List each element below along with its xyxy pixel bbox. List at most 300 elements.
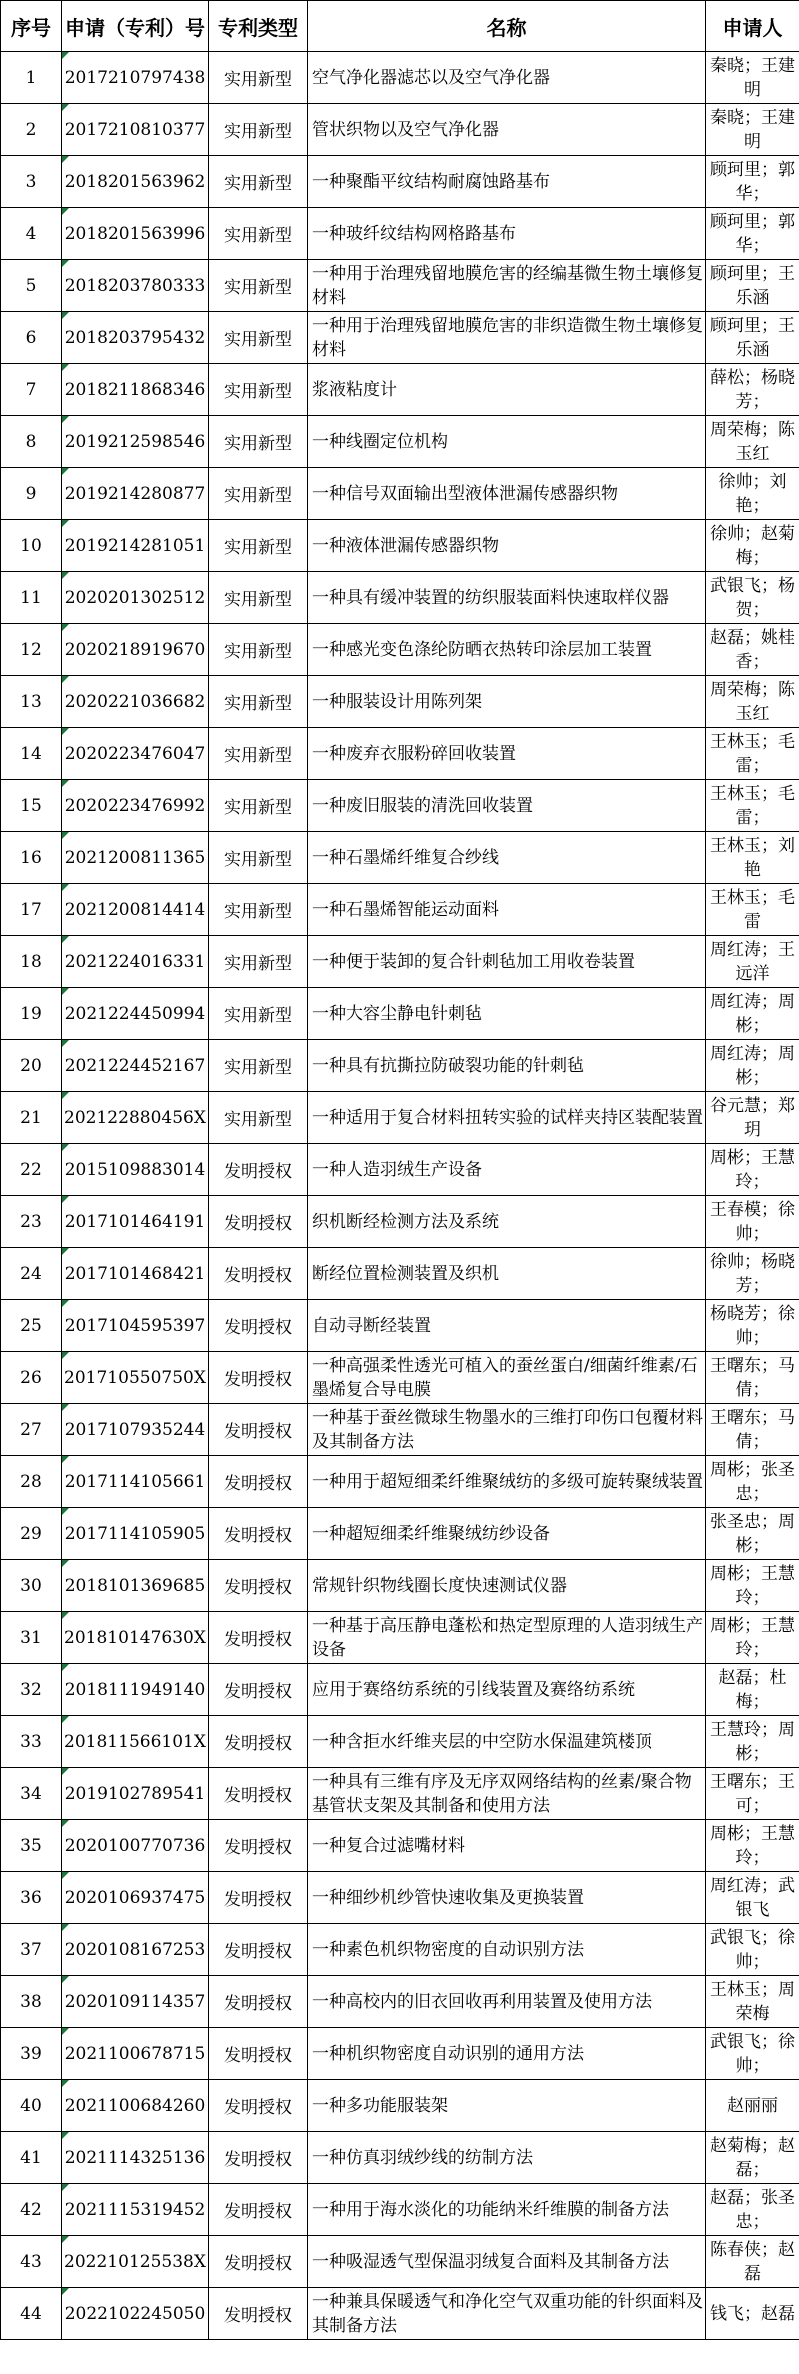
cell-applicant-text: 谷元慧；郑玥 <box>710 1095 795 1140</box>
cell-type-text: 发明授权 <box>224 2150 292 2170</box>
cell-name-text: 一种便于装卸的复合针刺毡加工用收卷装置 <box>312 951 635 972</box>
text-number-warning-icon <box>62 1456 69 1463</box>
cell-name-text: 一种大容尘静电针刺毡 <box>312 1003 482 1024</box>
text-number-warning-icon <box>62 416 69 423</box>
cell-applicant-text: 顾珂里；王乐涵 <box>710 315 795 360</box>
cell-seq-text: 6 <box>25 327 37 348</box>
cell-type-text: 发明授权 <box>224 1474 292 1494</box>
cell-applicant-text: 周红涛；周彬； <box>710 991 795 1036</box>
cell-type-text: 实用新型 <box>224 70 292 90</box>
table-row <box>1 156 799 208</box>
cell-name-text: 断经位置检测装置及织机 <box>312 1263 499 1284</box>
cell-type <box>209 2288 308 2340</box>
table-row <box>1 52 799 104</box>
cell-applicant-text: 周彬；王慧玲； <box>710 1563 795 1608</box>
table-row <box>1 832 799 884</box>
cell-applicant <box>706 1976 799 2028</box>
cell-applicant <box>706 884 799 936</box>
cell-seq <box>1 2132 62 2184</box>
cell-applicant <box>706 1612 799 1664</box>
cell-type-text: 发明授权 <box>224 1890 292 1910</box>
cell-seq <box>1 1924 62 1976</box>
cell-app-no <box>62 260 209 312</box>
cell-app-no <box>62 988 209 1040</box>
cell-type <box>209 208 308 260</box>
cell-type <box>209 52 308 104</box>
cell-seq <box>1 1612 62 1664</box>
cell-seq-text: 20 <box>20 1055 42 1076</box>
cell-app-no <box>62 2288 209 2340</box>
table-row <box>1 260 799 312</box>
cell-seq <box>1 1560 62 1612</box>
cell-type <box>209 1664 308 1716</box>
cell-app-no-text: 2017114105905 <box>64 1523 206 1544</box>
table-row <box>1 884 799 936</box>
cell-app-no-text: 2021224452167 <box>64 1055 206 1076</box>
table-row <box>1 364 799 416</box>
text-number-warning-icon <box>62 1716 69 1723</box>
cell-type-text: 实用新型 <box>224 330 292 350</box>
cell-app-no <box>62 52 209 104</box>
table-row <box>1 1872 799 1924</box>
cell-seq-text: 14 <box>20 743 42 764</box>
cell-name-text: 一种含拒水纤维夹层的中空防水保温建筑楼顶 <box>312 1731 652 1752</box>
cell-type <box>209 676 308 728</box>
cell-name <box>308 572 706 624</box>
cell-name <box>308 884 706 936</box>
cell-app-no <box>62 832 209 884</box>
cell-type <box>209 416 308 468</box>
cell-type-text: 实用新型 <box>224 1006 292 1026</box>
cell-type <box>209 364 308 416</box>
cell-name-text: 一种石墨烯纤维复合纱线 <box>312 847 499 868</box>
cell-name-text: 常规针织物线圈长度快速测试仪器 <box>312 1575 567 1596</box>
text-number-warning-icon <box>62 1508 69 1515</box>
cell-name <box>308 2028 706 2080</box>
cell-app-no-text: 2017101464191 <box>64 1211 206 1232</box>
cell-name-text: 一种细纱机纱管快速收集及更换装置 <box>312 1887 584 1908</box>
cell-app-no-text: 2020109114357 <box>64 1991 206 2012</box>
cell-name <box>308 2080 706 2132</box>
cell-seq <box>1 2184 62 2236</box>
cell-applicant <box>706 2028 799 2080</box>
text-number-warning-icon <box>62 1924 69 1931</box>
cell-seq-text: 23 <box>20 1211 42 1232</box>
cell-applicant-text: 徐帅；刘艳； <box>718 471 787 516</box>
table-row <box>1 988 799 1040</box>
cell-applicant <box>706 728 799 780</box>
cell-applicant-text: 王林玉；刘艳 <box>710 835 795 880</box>
cell-applicant-text: 薛松；杨晓芳； <box>710 367 795 412</box>
cell-seq <box>1 1716 62 1768</box>
table-row <box>1 1976 799 2028</box>
cell-app-no <box>62 1872 209 1924</box>
cell-seq-text: 33 <box>20 1731 42 1752</box>
table-row <box>1 936 799 988</box>
table-row <box>1 1040 799 1092</box>
cell-seq <box>1 1768 62 1820</box>
cell-seq <box>1 2236 62 2288</box>
text-number-warning-icon <box>62 988 69 995</box>
cell-applicant <box>706 1300 799 1352</box>
cell-applicant <box>706 2184 799 2236</box>
cell-app-no-text: 2020106937475 <box>64 1887 206 1908</box>
cell-app-no-text: 2021100684260 <box>64 2095 206 2116</box>
cell-type-text: 实用新型 <box>224 1058 292 1078</box>
cell-name <box>308 1508 706 1560</box>
cell-type-text: 发明授权 <box>224 1838 292 1858</box>
cell-seq <box>1 936 62 988</box>
cell-name <box>308 1768 706 1820</box>
cell-name <box>308 1612 706 1664</box>
cell-name-text: 一种多功能服装架 <box>312 2095 448 2116</box>
cell-applicant-text: 杨晓芳；徐帅； <box>710 1303 795 1348</box>
cell-type <box>209 884 308 936</box>
cell-type-text: 实用新型 <box>224 434 292 454</box>
cell-app-no <box>62 1924 209 1976</box>
cell-type <box>209 1404 308 1456</box>
cell-app-no <box>62 1664 209 1716</box>
table-row <box>1 2184 799 2236</box>
cell-app-no-text: 201710550750X <box>64 1367 206 1388</box>
cell-type-text: 实用新型 <box>224 122 292 142</box>
cell-app-no-text: 2017101468421 <box>64 1263 206 1284</box>
cell-applicant <box>706 1040 799 1092</box>
cell-seq-text: 9 <box>25 483 37 504</box>
cell-seq-text: 30 <box>20 1575 42 1596</box>
cell-app-no <box>62 572 209 624</box>
cell-type-text: 发明授权 <box>224 1526 292 1546</box>
cell-seq <box>1 832 62 884</box>
cell-type <box>209 936 308 988</box>
cell-applicant <box>706 104 799 156</box>
cell-type <box>209 1716 308 1768</box>
text-number-warning-icon <box>62 1560 69 1567</box>
cell-seq <box>1 208 62 260</box>
text-number-warning-icon <box>62 104 69 111</box>
cell-app-no-text: 2020218919670 <box>64 639 206 660</box>
cell-type-text: 发明授权 <box>224 1578 292 1598</box>
cell-name-text: 一种玻纤纹结构网格路基布 <box>312 223 516 244</box>
cell-app-no-text: 2021224016331 <box>64 951 206 972</box>
cell-applicant <box>706 156 799 208</box>
cell-app-no-text: 2022102245050 <box>64 2303 206 2324</box>
cell-applicant-text: 顾珂里；郭华； <box>710 211 795 256</box>
cell-type <box>209 2028 308 2080</box>
cell-name-text: 一种具有缓冲装置的纺织服装面料快速取样仪器 <box>312 587 669 608</box>
cell-app-no-text: 2018211868346 <box>64 379 206 400</box>
cell-seq-text: 26 <box>20 1367 42 1388</box>
cell-type-text: 发明授权 <box>224 1318 292 1338</box>
cell-seq <box>1 1508 62 1560</box>
cell-type-text: 实用新型 <box>224 694 292 714</box>
cell-type <box>209 1976 308 2028</box>
cell-name <box>308 104 706 156</box>
cell-app-no <box>62 416 209 468</box>
cell-type <box>209 1300 308 1352</box>
text-number-warning-icon <box>62 2132 69 2139</box>
cell-name-text: 一种服装设计用陈列架 <box>312 691 482 712</box>
text-number-warning-icon <box>62 676 69 683</box>
cell-name-text: 一种适用于复合材料扭转实验的试样夹持区装配装置 <box>312 1107 703 1128</box>
header-name: 名称 <box>308 1 706 52</box>
cell-name-text: 一种超短细柔纤维聚绒纺纱设备 <box>312 1523 550 1544</box>
cell-app-no <box>62 312 209 364</box>
cell-type <box>209 572 308 624</box>
cell-seq <box>1 1300 62 1352</box>
cell-app-no <box>62 1196 209 1248</box>
cell-name-text: 一种信号双面输出型液体泄漏传感器织物 <box>312 483 618 504</box>
cell-applicant <box>706 312 799 364</box>
cell-app-no-text: 2020108167253 <box>64 1939 206 1960</box>
cell-name <box>308 1716 706 1768</box>
cell-name <box>308 2184 706 2236</box>
cell-type-text: 发明授权 <box>224 2254 292 2274</box>
cell-seq-text: 28 <box>20 1471 42 1492</box>
cell-seq <box>1 520 62 572</box>
cell-seq-text: 24 <box>20 1263 42 1284</box>
cell-applicant <box>706 260 799 312</box>
cell-type <box>209 1456 308 1508</box>
cell-name-text: 一种复合过滤嘴材料 <box>312 1835 465 1856</box>
cell-applicant-text: 王春模；徐帅； <box>710 1199 795 1244</box>
cell-applicant <box>706 988 799 1040</box>
cell-applicant <box>706 572 799 624</box>
cell-type <box>209 1092 308 1144</box>
cell-name <box>308 2132 706 2184</box>
cell-applicant-text: 王林玉；周荣梅 <box>710 1979 795 2024</box>
table-row <box>1 1300 799 1352</box>
text-number-warning-icon <box>62 1196 69 1203</box>
cell-seq <box>1 1248 62 1300</box>
cell-type <box>209 312 308 364</box>
cell-name <box>308 1924 706 1976</box>
cell-name <box>308 208 706 260</box>
cell-name-text: 一种基于高压静电蓬松和热定型原理的人造羽绒生产设备 <box>312 1615 703 1660</box>
text-number-warning-icon <box>62 2288 69 2295</box>
cell-type-text: 实用新型 <box>224 642 292 662</box>
cell-applicant <box>706 1144 799 1196</box>
cell-seq <box>1 624 62 676</box>
cell-seq-text: 38 <box>20 1991 42 2012</box>
cell-type-text: 发明授权 <box>224 1942 292 1962</box>
cell-seq <box>1 988 62 1040</box>
cell-app-no-text: 2017104595397 <box>64 1315 206 1336</box>
cell-seq-text: 12 <box>20 639 42 660</box>
cell-type-text: 实用新型 <box>224 954 292 974</box>
cell-applicant-text: 周彬；王慧玲； <box>710 1823 795 1868</box>
cell-type-text: 实用新型 <box>224 538 292 558</box>
table-row <box>1 676 799 728</box>
cell-applicant-text: 赵磊；杜梅； <box>718 1667 787 1712</box>
cell-seq-text: 25 <box>20 1315 42 1336</box>
cell-type <box>209 2080 308 2132</box>
cell-name-text: 一种用于海水淡化的功能纳米纤维膜的制备方法 <box>312 2199 669 2220</box>
cell-app-no-text: 2019214280877 <box>64 483 206 504</box>
cell-app-no-text: 2021100678715 <box>64 2043 206 2064</box>
cell-name <box>308 312 706 364</box>
cell-seq <box>1 1820 62 1872</box>
cell-type-text: 发明授权 <box>224 2098 292 2118</box>
cell-app-no <box>62 2080 209 2132</box>
cell-applicant <box>706 1404 799 1456</box>
text-number-warning-icon <box>62 52 69 59</box>
cell-applicant-text: 赵菊梅；赵磊； <box>710 2135 795 2180</box>
text-number-warning-icon <box>62 468 69 475</box>
cell-type <box>209 1612 308 1664</box>
cell-applicant-text: 周彬；张圣忠； <box>710 1459 795 1504</box>
cell-seq <box>1 676 62 728</box>
cell-applicant <box>706 2236 799 2288</box>
cell-seq <box>1 416 62 468</box>
cell-type-text: 发明授权 <box>224 1994 292 2014</box>
cell-applicant-text: 王曙东；马倩； <box>710 1407 795 1452</box>
cell-app-no-text: 2020100770736 <box>64 1835 206 1856</box>
cell-name <box>308 1664 706 1716</box>
cell-app-no <box>62 1820 209 1872</box>
cell-name <box>308 624 706 676</box>
cell-applicant-text: 秦晓；王建明 <box>710 55 795 100</box>
cell-applicant-text: 徐帅；杨晓芳； <box>710 1251 795 1296</box>
cell-type <box>209 1196 308 1248</box>
cell-seq <box>1 1092 62 1144</box>
cell-seq <box>1 468 62 520</box>
cell-applicant-text: 周红涛；周彬； <box>710 1043 795 1088</box>
cell-app-no <box>62 1144 209 1196</box>
table-row <box>1 780 799 832</box>
cell-type-text: 发明授权 <box>224 1162 292 1182</box>
cell-applicant-text: 周荣梅；陈玉红 <box>710 679 795 724</box>
cell-seq-text: 3 <box>25 171 37 192</box>
cell-type-text: 实用新型 <box>224 226 292 246</box>
cell-name-text: 浆液粘度计 <box>312 379 397 400</box>
cell-seq-text: 8 <box>25 431 37 452</box>
cell-seq <box>1 104 62 156</box>
table-row <box>1 104 799 156</box>
cell-app-no <box>62 1092 209 1144</box>
cell-type <box>209 1248 308 1300</box>
cell-app-no-text: 2019102789541 <box>64 1783 206 1804</box>
cell-applicant-text: 周红涛；武银飞 <box>710 1875 795 1920</box>
cell-type-text: 实用新型 <box>224 590 292 610</box>
cell-name <box>308 2288 706 2340</box>
cell-app-no <box>62 1040 209 1092</box>
cell-applicant <box>706 364 799 416</box>
text-number-warning-icon <box>62 520 69 527</box>
cell-seq <box>1 52 62 104</box>
cell-type-text: 实用新型 <box>224 850 292 870</box>
cell-name <box>308 1404 706 1456</box>
text-number-warning-icon <box>62 1872 69 1879</box>
cell-applicant-text: 武银飞；杨贺； <box>710 575 795 620</box>
cell-applicant <box>706 2080 799 2132</box>
cell-seq-text: 4 <box>25 223 37 244</box>
cell-app-no-text: 2017210797438 <box>64 67 206 88</box>
cell-app-no-text: 2018111949140 <box>64 1679 206 1700</box>
cell-seq-text: 1 <box>25 67 37 88</box>
cell-applicant <box>706 1820 799 1872</box>
cell-app-no <box>62 780 209 832</box>
cell-type-text: 发明授权 <box>224 2306 292 2326</box>
cell-name <box>308 1248 706 1300</box>
text-number-warning-icon <box>62 312 69 319</box>
text-number-warning-icon <box>62 364 69 371</box>
text-number-warning-icon <box>62 260 69 267</box>
table-row <box>1 1508 799 1560</box>
table-row <box>1 1196 799 1248</box>
text-number-warning-icon <box>62 1092 69 1099</box>
cell-seq <box>1 364 62 416</box>
cell-applicant <box>706 416 799 468</box>
cell-app-no <box>62 104 209 156</box>
table-row <box>1 2288 799 2340</box>
cell-type-text: 发明授权 <box>224 1214 292 1234</box>
cell-name <box>308 1144 706 1196</box>
cell-app-no-text: 2018203780333 <box>64 275 206 296</box>
cell-app-no-text: 2018201563962 <box>64 171 206 192</box>
cell-name <box>308 1976 706 2028</box>
cell-applicant <box>706 208 799 260</box>
cell-name-text: 一种用于超短细柔纤维聚绒纺的多级可旋转聚绒装置 <box>312 1471 703 1492</box>
cell-type <box>209 520 308 572</box>
cell-applicant <box>706 624 799 676</box>
cell-name-text: 一种石墨烯智能运动面料 <box>312 899 499 920</box>
cell-app-no-text: 2020201302512 <box>64 587 206 608</box>
cell-name-text: 自动寻断经装置 <box>312 1315 431 1336</box>
cell-applicant-text: 王曙东；马倩； <box>710 1355 795 1400</box>
cell-name <box>308 1872 706 1924</box>
cell-applicant-text: 赵磊；姚桂香； <box>710 627 795 672</box>
cell-seq-text: 32 <box>20 1679 42 1700</box>
cell-type <box>209 728 308 780</box>
cell-type-text: 发明授权 <box>224 1734 292 1754</box>
cell-app-no <box>62 1404 209 1456</box>
cell-type-text: 实用新型 <box>224 174 292 194</box>
cell-type <box>209 2132 308 2184</box>
cell-applicant <box>706 1508 799 1560</box>
cell-app-no-text: 2021224450994 <box>64 1003 206 1024</box>
cell-applicant-text: 王林玉；毛雷 <box>710 887 795 932</box>
cell-seq <box>1 2028 62 2080</box>
cell-app-no-text: 2018203795432 <box>64 327 206 348</box>
text-number-warning-icon <box>62 2184 69 2191</box>
cell-app-no <box>62 2236 209 2288</box>
cell-name <box>308 1352 706 1404</box>
cell-type <box>209 1768 308 1820</box>
cell-seq <box>1 1872 62 1924</box>
cell-applicant <box>706 1664 799 1716</box>
cell-app-no <box>62 676 209 728</box>
cell-seq-text: 16 <box>20 847 42 868</box>
cell-app-no-text: 2017107935244 <box>64 1419 206 1440</box>
cell-applicant <box>706 1560 799 1612</box>
cell-name-text: 织机断经检测方法及系统 <box>312 1211 499 1232</box>
cell-type <box>209 1820 308 1872</box>
cell-name-text: 一种吸湿透气型保温羽绒复合面料及其制备方法 <box>312 2251 669 2272</box>
cell-name-text: 一种聚酯平纹结构耐腐蚀路基布 <box>312 171 550 192</box>
table-row <box>1 1092 799 1144</box>
cell-seq-text: 43 <box>20 2251 42 2272</box>
cell-applicant-text: 陈春侠；赵磊 <box>710 2239 795 2284</box>
table-row <box>1 572 799 624</box>
cell-type-text: 实用新型 <box>224 486 292 506</box>
cell-app-no <box>62 1716 209 1768</box>
cell-seq-text: 7 <box>25 379 37 400</box>
cell-name-text: 一种人造羽绒生产设备 <box>312 1159 482 1180</box>
cell-applicant <box>706 676 799 728</box>
table-row <box>1 2132 799 2184</box>
cell-name <box>308 1092 706 1144</box>
